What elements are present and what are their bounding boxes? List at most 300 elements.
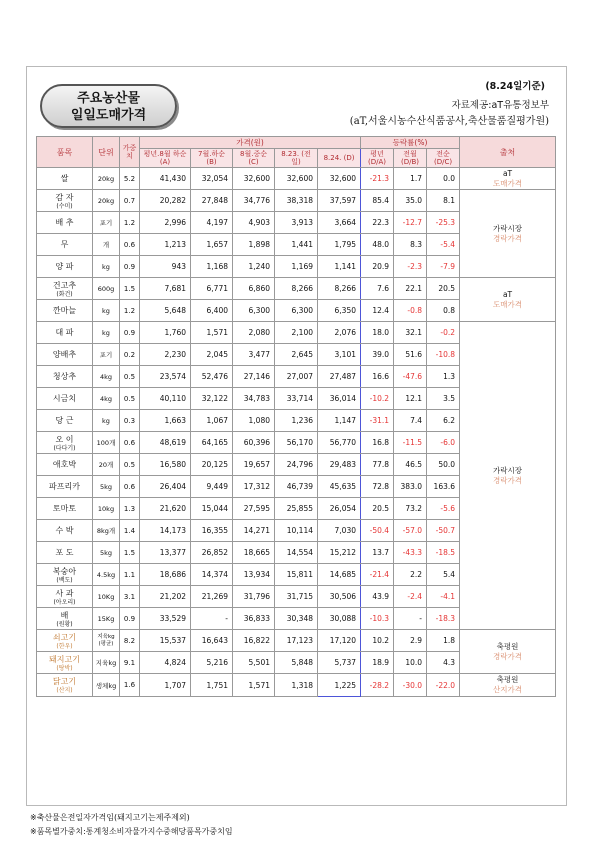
price-aug-mid: 5,501: [233, 652, 275, 674]
price-prev-day: 30,348: [275, 608, 318, 630]
item-weight: 1.1: [120, 564, 140, 586]
item-variety: (백도): [56, 576, 73, 584]
rate-vs-prev-period: 4.3: [427, 652, 460, 674]
price-today: 37,597: [318, 190, 361, 212]
item-name-label: 당 근: [55, 416, 74, 425]
price-avg: 16,580: [140, 454, 191, 476]
price-table: [36, 136, 556, 697]
item-variety: (수미): [56, 202, 73, 210]
price-avg: 26,404: [140, 476, 191, 498]
header-price-group: 가격(원): [140, 137, 361, 149]
price-today: 2,076: [318, 322, 361, 344]
rate-vs-prev-period: 50.0: [427, 454, 460, 476]
item-unit: kg: [93, 410, 120, 432]
price-july: 5,216: [191, 652, 233, 674]
item-variety: (탕박): [56, 664, 73, 672]
price-july: 1,067: [191, 410, 233, 432]
item-weight: 1.5: [120, 542, 140, 564]
price-today: 36,014: [318, 388, 361, 410]
item-variety: (아오리): [53, 598, 76, 606]
rate-vs-avg: 77.8: [361, 454, 394, 476]
item-name: [37, 564, 93, 586]
price-prev-day: 17,123: [275, 630, 318, 652]
price-avg: 13,377: [140, 542, 191, 564]
footnote-livestock: ※축산물은전일자가격임(돼지고기는제주제외): [30, 813, 190, 822]
table-row: [37, 278, 556, 300]
source-name: aT: [502, 289, 513, 299]
price-prev-day: 1,441: [275, 234, 318, 256]
price-aug-mid: 6,860: [233, 278, 275, 300]
item-unit: kg: [93, 322, 120, 344]
price-prev-day: 25,855: [275, 498, 318, 520]
item-unit: kg: [93, 256, 120, 278]
header-aug-mid: 8월.중순 (C): [233, 149, 275, 168]
price-july: 21,269: [191, 586, 233, 608]
item-variety: (다다기): [53, 444, 76, 452]
price-prev-day: 2,100: [275, 322, 318, 344]
rate-vs-prev-period: -0.2: [427, 322, 460, 344]
item-name-label: 쌀: [60, 174, 69, 183]
price-avg: 40,110: [140, 388, 191, 410]
rate-vs-prev-period: 20.5: [427, 278, 460, 300]
item-name: [37, 344, 93, 366]
item-name: [37, 256, 93, 278]
price-avg: 48,619: [140, 432, 191, 454]
price-prev-day: 14,554: [275, 542, 318, 564]
source-cell: [460, 278, 556, 322]
item-name-label: 감 자: [55, 192, 74, 202]
price-july: 20,125: [191, 454, 233, 476]
item-weight: 0.9: [120, 256, 140, 278]
rate-vs-prev-month: -: [394, 608, 427, 630]
item-unit: 포기: [93, 344, 120, 366]
rate-vs-prev-month: -0.8: [394, 300, 427, 322]
item-name: [37, 652, 93, 674]
rate-vs-prev-period: 6.2: [427, 410, 460, 432]
rate-vs-avg: 12.4: [361, 300, 394, 322]
item-name-label: 수 박: [55, 526, 74, 535]
item-name: [37, 630, 93, 652]
price-july: 26,852: [191, 542, 233, 564]
item-name: [37, 278, 93, 300]
price-avg: 943: [140, 256, 191, 278]
rate-vs-prev-period: -50.7: [427, 520, 460, 542]
rate-vs-prev-month: 8.3: [394, 234, 427, 256]
rate-vs-prev-month: -47.6: [394, 366, 427, 388]
rate-vs-avg: -21.4: [361, 564, 394, 586]
header-rate-mid: 전순 (D/C): [427, 149, 460, 168]
item-name-label: 파프리카: [49, 482, 80, 491]
source-name: 축평원: [496, 641, 519, 651]
source-cell: [460, 630, 556, 674]
price-avg: 5,648: [140, 300, 191, 322]
item-name-label: 토마토: [52, 504, 77, 513]
rate-vs-avg: -10.3: [361, 608, 394, 630]
item-weight: 0.9: [120, 608, 140, 630]
rate-vs-prev-period: -5.6: [427, 498, 460, 520]
price-aug-mid: 34,783: [233, 388, 275, 410]
price-today: 3,664: [318, 212, 361, 234]
item-weight: 0.6: [120, 432, 140, 454]
table-row: [37, 674, 556, 697]
price-prev-day: 5,848: [275, 652, 318, 674]
rate-vs-avg: 85.4: [361, 190, 394, 212]
header-rate-prev: 전월 (D/B): [394, 149, 427, 168]
item-name-label: 청상추: [52, 372, 77, 381]
rate-vs-avg: 43.9: [361, 586, 394, 608]
price-aug-mid: 31,796: [233, 586, 275, 608]
price-prev-day: 1,318: [275, 674, 318, 697]
item-name-label: 포 도: [55, 548, 74, 557]
price-today: 7,030: [318, 520, 361, 542]
item-name: [37, 190, 93, 212]
header-source: 출처: [460, 137, 556, 168]
price-prev-day: 1,236: [275, 410, 318, 432]
price-avg: 1,213: [140, 234, 191, 256]
title-line-2: 일일도매가격: [70, 108, 147, 123]
item-unit: 지육kg (평균): [93, 630, 120, 652]
item-variety: (산지): [56, 687, 73, 694]
price-aug-mid: 27,146: [233, 366, 275, 388]
rate-vs-prev-month: -12.7: [394, 212, 427, 234]
price-prev-day: 56,170: [275, 432, 318, 454]
rate-vs-prev-month: -2.4: [394, 586, 427, 608]
price-today: 15,212: [318, 542, 361, 564]
item-name-label: 깐마늘: [52, 306, 77, 315]
source-name: 가락시장: [493, 465, 523, 475]
price-prev-day: 31,715: [275, 586, 318, 608]
price-today: 30,088: [318, 608, 361, 630]
price-prev-day: 33,714: [275, 388, 318, 410]
source-cell: [460, 190, 556, 278]
item-variety: (화건): [56, 290, 73, 298]
price-july: 16,643: [191, 630, 233, 652]
rate-vs-avg: -31.1: [361, 410, 394, 432]
rate-vs-prev-period: 5.4: [427, 564, 460, 586]
price-aug-mid: 27,595: [233, 498, 275, 520]
item-unit: 15Kg: [93, 608, 120, 630]
source-name: aT: [502, 168, 513, 178]
rate-vs-prev-month: 12.1: [394, 388, 427, 410]
item-name-label: 배: [60, 610, 69, 620]
price-july: 6,771: [191, 278, 233, 300]
source-name: 가락시장: [493, 223, 523, 233]
item-weight: 0.5: [120, 366, 140, 388]
item-name-label: 복숭아: [52, 566, 77, 576]
item-unit: 4kg: [93, 388, 120, 410]
rate-vs-prev-period: -7.9: [427, 256, 460, 278]
price-aug-mid: 34,776: [233, 190, 275, 212]
price-july: 64,165: [191, 432, 233, 454]
item-unit: 포기: [93, 212, 120, 234]
item-name-label: 애호박: [52, 460, 77, 469]
price-aug-mid: 1,240: [233, 256, 275, 278]
header-july: 7월.하순 (B): [191, 149, 233, 168]
price-july: 1,657: [191, 234, 233, 256]
header-today: 8.24. (D): [318, 149, 361, 168]
rate-vs-avg: -28.2: [361, 674, 394, 697]
item-name-label: 건고추: [52, 280, 77, 290]
item-name-label: 양배추: [52, 350, 77, 359]
item-unit: kg: [93, 300, 120, 322]
item-weight: 1.5: [120, 278, 140, 300]
item-name: [37, 388, 93, 410]
source-cell: [460, 674, 556, 697]
price-prev-day: 6,300: [275, 300, 318, 322]
rate-vs-prev-period: -18.5: [427, 542, 460, 564]
item-name-label: 쇠고기: [52, 632, 77, 642]
price-aug-mid: 32,600: [233, 168, 275, 190]
price-july: -: [191, 608, 233, 630]
header-item: 품목: [37, 137, 93, 168]
item-weight: 5.2: [120, 168, 140, 190]
item-weight: 0.3: [120, 410, 140, 432]
price-aug-mid: 17,312: [233, 476, 275, 498]
item-name: [37, 322, 93, 344]
item-unit: 20kg: [93, 190, 120, 212]
table-row: [37, 190, 556, 212]
item-unit: 5kg: [93, 476, 120, 498]
source-type: 도매가격: [493, 299, 523, 309]
item-weight: 9.1: [120, 652, 140, 674]
price-prev-day: 38,318: [275, 190, 318, 212]
price-today: 26,054: [318, 498, 361, 520]
item-weight: 0.6: [120, 476, 140, 498]
price-july: 14,374: [191, 564, 233, 586]
item-name-label: 양 파: [55, 262, 74, 271]
rate-vs-avg: 72.8: [361, 476, 394, 498]
price-today: 29,483: [318, 454, 361, 476]
price-today: 5,737: [318, 652, 361, 674]
page-title: [40, 84, 177, 128]
rate-vs-avg: 39.0: [361, 344, 394, 366]
price-today: 45,635: [318, 476, 361, 498]
item-unit: 4kg: [93, 366, 120, 388]
header-rate-group: 등락률(%): [361, 137, 460, 149]
header-weight: 가중치: [120, 137, 140, 168]
price-aug-mid: 1,080: [233, 410, 275, 432]
price-avg: 4,824: [140, 652, 191, 674]
item-name: [37, 212, 93, 234]
price-today: 3,101: [318, 344, 361, 366]
item-unit: 20kg: [93, 168, 120, 190]
price-prev-day: 8,266: [275, 278, 318, 300]
item-name: [37, 608, 93, 630]
item-weight: 0.5: [120, 388, 140, 410]
price-avg: 33,529: [140, 608, 191, 630]
rate-vs-prev-period: 8.1: [427, 190, 460, 212]
item-name: [37, 432, 93, 454]
price-aug-mid: 2,080: [233, 322, 275, 344]
price-aug-mid: 18,665: [233, 542, 275, 564]
rate-vs-prev-period: 0.8: [427, 300, 460, 322]
price-aug-mid: 4,903: [233, 212, 275, 234]
price-avg: 18,686: [140, 564, 191, 586]
price-prev-day: 3,913: [275, 212, 318, 234]
item-weight: 1.3: [120, 498, 140, 520]
price-aug-mid: 19,657: [233, 454, 275, 476]
source-type: 경락가격: [493, 233, 523, 243]
price-aug-mid: 3,477: [233, 344, 275, 366]
price-july: 9,449: [191, 476, 233, 498]
rate-vs-prev-period: -25.3: [427, 212, 460, 234]
rate-vs-prev-month: 1.7: [394, 168, 427, 190]
rate-vs-prev-period: 0.0: [427, 168, 460, 190]
rate-vs-prev-period: 3.5: [427, 388, 460, 410]
header-avg: 평년.8월 하순(A): [140, 149, 191, 168]
price-prev-day: 10,114: [275, 520, 318, 542]
price-july: 1,751: [191, 674, 233, 697]
price-avg: 7,681: [140, 278, 191, 300]
rate-vs-prev-month: 2.9: [394, 630, 427, 652]
price-avg: 1,663: [140, 410, 191, 432]
price-july: 32,054: [191, 168, 233, 190]
rate-vs-prev-period: -10.8: [427, 344, 460, 366]
price-avg: 21,202: [140, 586, 191, 608]
rate-vs-prev-month: 51.6: [394, 344, 427, 366]
item-name: [37, 410, 93, 432]
item-variety: (한우): [56, 642, 73, 650]
item-weight: 0.5: [120, 454, 140, 476]
source-type: 경락가격: [493, 475, 523, 485]
price-prev-day: 1,169: [275, 256, 318, 278]
rate-vs-avg: 22.3: [361, 212, 394, 234]
rate-vs-prev-month: 73.2: [394, 498, 427, 520]
item-unit: 5kg: [93, 542, 120, 564]
rate-vs-avg: 18.9: [361, 652, 394, 674]
source-type: 산지가격: [493, 685, 523, 694]
rate-vs-avg: 10.2: [361, 630, 394, 652]
rate-vs-prev-month: 7.4: [394, 410, 427, 432]
rate-vs-prev-month: -57.0: [394, 520, 427, 542]
price-aug-mid: 13,934: [233, 564, 275, 586]
item-unit: 8kg개: [93, 520, 120, 542]
table-row: [37, 630, 556, 652]
rate-vs-prev-period: 163.6: [427, 476, 460, 498]
table-row: [37, 322, 556, 344]
price-prev-day: 15,811: [275, 564, 318, 586]
rate-vs-prev-month: -43.3: [394, 542, 427, 564]
price-today: 30,506: [318, 586, 361, 608]
title-line-1: 주요농산물: [77, 91, 140, 106]
rate-vs-prev-month: -30.0: [394, 674, 427, 697]
price-today: 17,120: [318, 630, 361, 652]
price-avg: 14,173: [140, 520, 191, 542]
item-name: [37, 300, 93, 322]
item-weight: 1.4: [120, 520, 140, 542]
rate-vs-avg: 48.0: [361, 234, 394, 256]
rate-vs-prev-month: 22.1: [394, 278, 427, 300]
item-weight: 3.1: [120, 586, 140, 608]
price-aug-mid: 6,300: [233, 300, 275, 322]
item-name-label: 닭고기: [52, 677, 77, 686]
price-avg: 1,760: [140, 322, 191, 344]
item-name: [37, 586, 93, 608]
base-date: (8.24일기준): [485, 81, 545, 92]
table-row: [37, 168, 556, 190]
item-weight: 1.2: [120, 212, 140, 234]
item-weight: 1.6: [120, 674, 140, 697]
item-name: [37, 476, 93, 498]
item-name-label: 오 이: [55, 434, 74, 444]
item-name: [37, 168, 93, 190]
price-avg: 20,282: [140, 190, 191, 212]
rate-vs-avg: 20.5: [361, 498, 394, 520]
item-name-label: 무: [60, 240, 69, 249]
price-july: 52,476: [191, 366, 233, 388]
item-unit: 10Kg: [93, 586, 120, 608]
rate-vs-avg: -21.3: [361, 168, 394, 190]
rate-vs-prev-month: 46.5: [394, 454, 427, 476]
item-name: [37, 454, 93, 476]
price-today: 6,350: [318, 300, 361, 322]
price-today: 1,795: [318, 234, 361, 256]
item-name-label: 돼지고기: [49, 654, 80, 664]
price-prev-day: 46,739: [275, 476, 318, 498]
price-prev-day: 24,796: [275, 454, 318, 476]
rate-vs-avg: -10.2: [361, 388, 394, 410]
price-aug-mid: 60,396: [233, 432, 275, 454]
price-prev-day: 32,600: [275, 168, 318, 190]
price-avg: 1,707: [140, 674, 191, 697]
price-today: 1,147: [318, 410, 361, 432]
item-unit: 100개: [93, 432, 120, 454]
header-rate-avg: 평년 (D/A): [361, 149, 394, 168]
price-july: 16,355: [191, 520, 233, 542]
source-cell: [460, 322, 556, 630]
item-name-label: 대 파: [55, 328, 74, 337]
item-unit: 20개: [93, 454, 120, 476]
price-july: 1,571: [191, 322, 233, 344]
item-weight: 0.9: [120, 322, 140, 344]
item-weight: 0.2: [120, 344, 140, 366]
price-aug-mid: 1,571: [233, 674, 275, 697]
header-prev-day: 8.23. (전일): [275, 149, 318, 168]
rate-vs-prev-month: -11.5: [394, 432, 427, 454]
item-name: [37, 542, 93, 564]
price-today: 32,600: [318, 168, 361, 190]
rate-vs-prev-period: 1.3: [427, 366, 460, 388]
item-weight: 0.7: [120, 190, 140, 212]
rate-vs-avg: 7.6: [361, 278, 394, 300]
source-type: 도매가격: [493, 178, 523, 188]
price-avg: 2,996: [140, 212, 191, 234]
rate-vs-prev-month: -2.3: [394, 256, 427, 278]
rate-vs-prev-month: 383.0: [394, 476, 427, 498]
item-variety: (원황): [56, 620, 73, 628]
price-aug-mid: 14,271: [233, 520, 275, 542]
source-cell: [460, 168, 556, 190]
rate-vs-prev-period: -18.3: [427, 608, 460, 630]
footnote-weights: ※품목별가중치:통계청소비자물가지수중해당품목가중치임: [30, 827, 233, 836]
price-today: 1,141: [318, 256, 361, 278]
source-name: 축평원: [496, 675, 519, 684]
header-unit: 단위: [93, 137, 120, 168]
data-providers: (aT,서울시농수산식품공사,축산물품질평가원): [349, 116, 549, 127]
rate-vs-prev-month: 35.0: [394, 190, 427, 212]
rate-vs-avg: -50.4: [361, 520, 394, 542]
item-weight: 8.2: [120, 630, 140, 652]
item-name-label: 사 과: [55, 588, 74, 598]
price-july: 6,400: [191, 300, 233, 322]
item-unit: 600g: [93, 278, 120, 300]
item-weight: 1.2: [120, 300, 140, 322]
item-name: [37, 366, 93, 388]
item-weight: 0.6: [120, 234, 140, 256]
data-source: 자료제공:aT유통정보부: [451, 100, 549, 111]
price-avg: 23,574: [140, 366, 191, 388]
item-name: [37, 520, 93, 542]
